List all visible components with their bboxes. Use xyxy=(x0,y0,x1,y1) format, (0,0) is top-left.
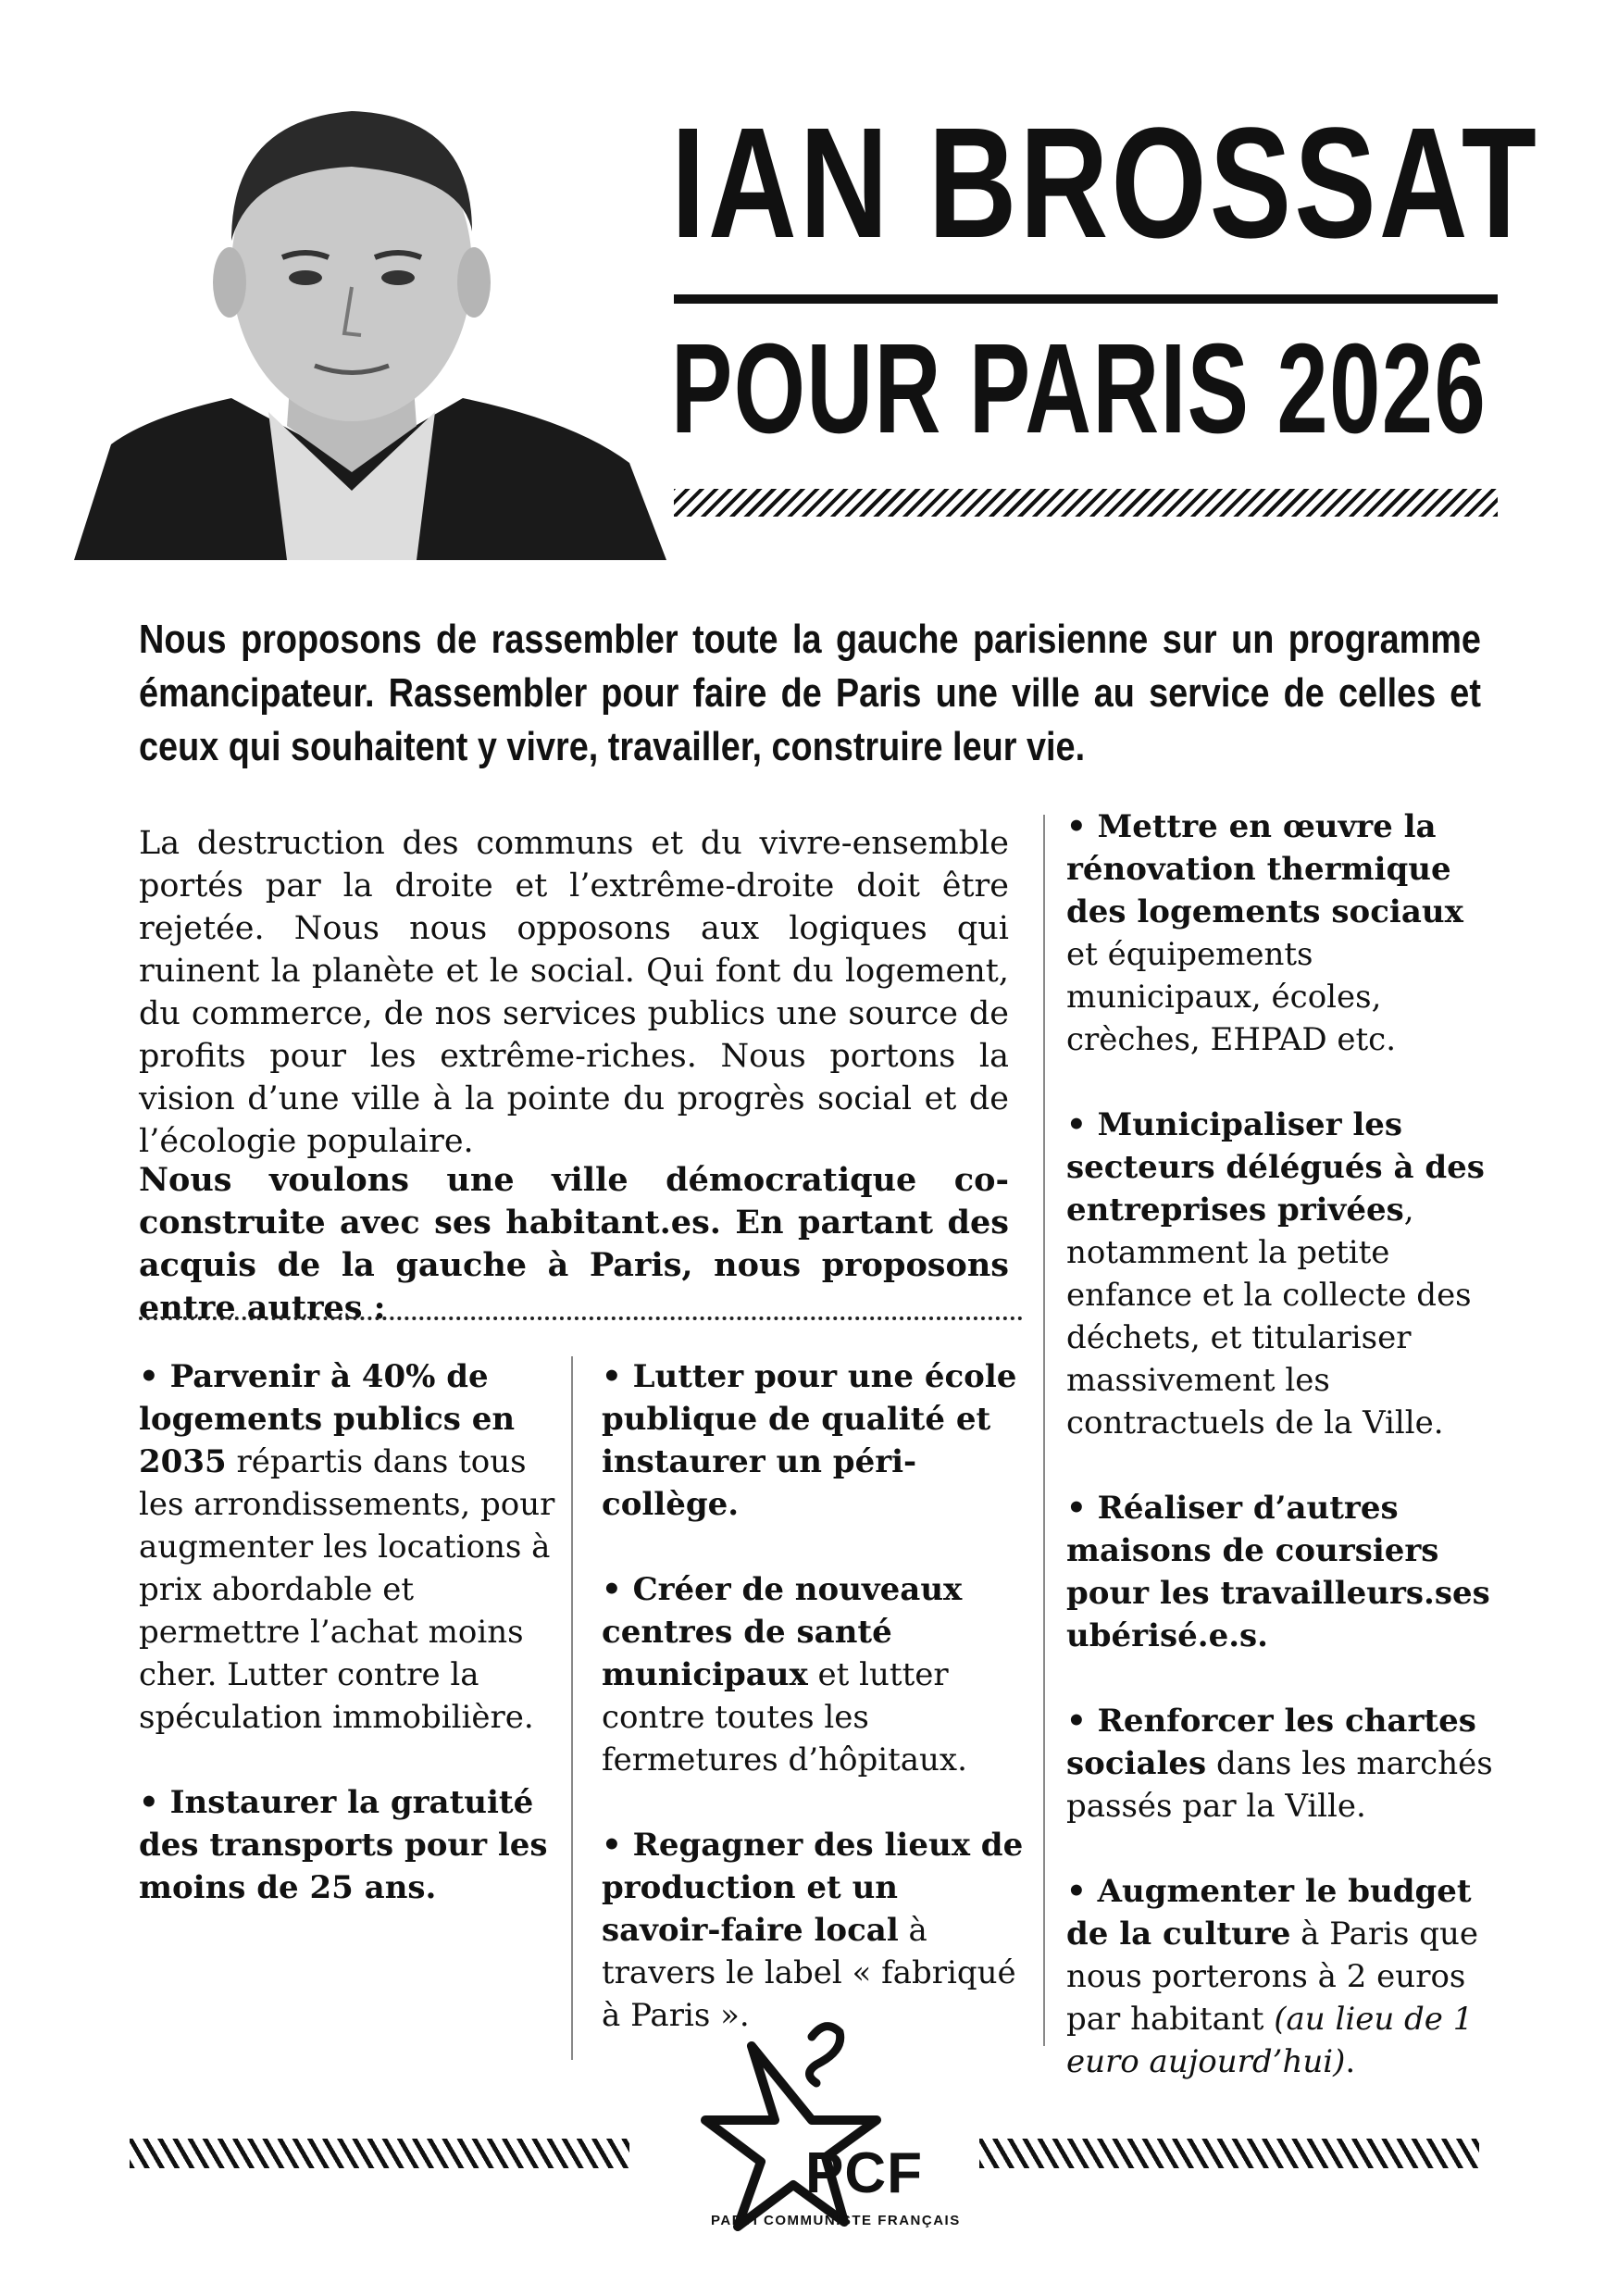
logo-subtitle: PARTI COMMUNISTE FRANÇAIS xyxy=(711,2213,961,2228)
proposal-item: • Regagner des lieux de production et un savoir-faire local à travers le label « fabriqué à Paris ». xyxy=(602,1827,1024,2034)
logo-wordmark: PCF xyxy=(805,2141,923,2205)
proposal-item: • Renforcer les chartes sociales dans les marchés passés par la Ville. xyxy=(1066,1703,1493,1825)
campaign-subtitle: POUR PARIS 2026 xyxy=(671,318,1487,460)
decorative-hatch-top xyxy=(674,489,1498,517)
proposals-column-a xyxy=(139,1355,555,1952)
column-divider xyxy=(571,1356,573,2060)
title-divider xyxy=(674,294,1498,304)
proposal-item: • Instaurer la gratuité des transports pour les moins de 25 ans. xyxy=(139,1784,548,1906)
candidate-name: IAN BROSSAT xyxy=(671,95,1539,271)
proposals-column-c xyxy=(1066,805,1501,2126)
proposal-item: • Parvenir à 40% de logements publics en 2035 répartis dans tous les arrondissements, pour augmenter les locations à prix abordable et permettre l’achat moins cher. Lutter contre la spéculation immobilière. xyxy=(139,1358,555,1736)
body-paragraph-1: La destruction des communs et du vivre-ensemble portés par la droite et l’extrême-droite doit être rejetée. Nous nous opposons aux logiques qui ruinent la planète et le social. Qui font du logement, du commerce, de nos services publics une source de profits pour les extrême-riches. Nous portons la vision d’une ville à la pointe du progrès social et de l’écologie populaire. xyxy=(139,825,1009,1160)
proposal-item: • Réaliser d’autres maisons de coursiers pour les travailleurs.ses ubérisé.e.s. xyxy=(1066,1490,1490,1654)
decorative-hatch-bottom-left xyxy=(130,2139,629,2168)
column-divider xyxy=(1043,815,1045,2046)
intro-statement: Nous proposons de rassembler toute la gauche parisienne sur un programme émancipateur. Rassembler pour faire de Paris une ville au service de celles et ceux qui souhaitent y vivre, travailler, construire leur vie. xyxy=(139,617,1481,769)
proposals-column-b xyxy=(602,1355,1027,2079)
candidate-portrait xyxy=(74,56,666,560)
proposal-item: • Municipaliser les secteurs délégués à des entreprises privées, notamment la petite enfance et la collecte des déchets, et titulariser massivement les contractuels de la Ville. xyxy=(1066,1106,1485,1441)
proposal-item: • Lutter pour une école publique de qualité et instaurer un péri-collège. xyxy=(602,1358,1017,1523)
proposal-item: • Augmenter le budget de la culture à Paris que nous porterons à 2 euros par habitant (au lieu de 1 euro aujourd’hui). xyxy=(1066,1873,1479,2080)
proposal-item: • Créer de nouveaux centres de santé municipaux et lutter contre toutes les fermetures d’hôpitaux. xyxy=(602,1571,967,1778)
proposal-item: • Mettre en œuvre la rénovation thermique des logements sociaux et équipements municipaux, écoles, crèches, EHPAD etc. xyxy=(1066,808,1463,1058)
dotted-divider xyxy=(139,1316,1023,1320)
decorative-hatch-bottom-right xyxy=(979,2139,1479,2168)
body-paragraph-2: Nous voulons une ville démocratique co-construite avec ses habitant.es. En partant des acquis de la gauche à Paris, nous proposons entre autres : xyxy=(139,1161,1009,1327)
